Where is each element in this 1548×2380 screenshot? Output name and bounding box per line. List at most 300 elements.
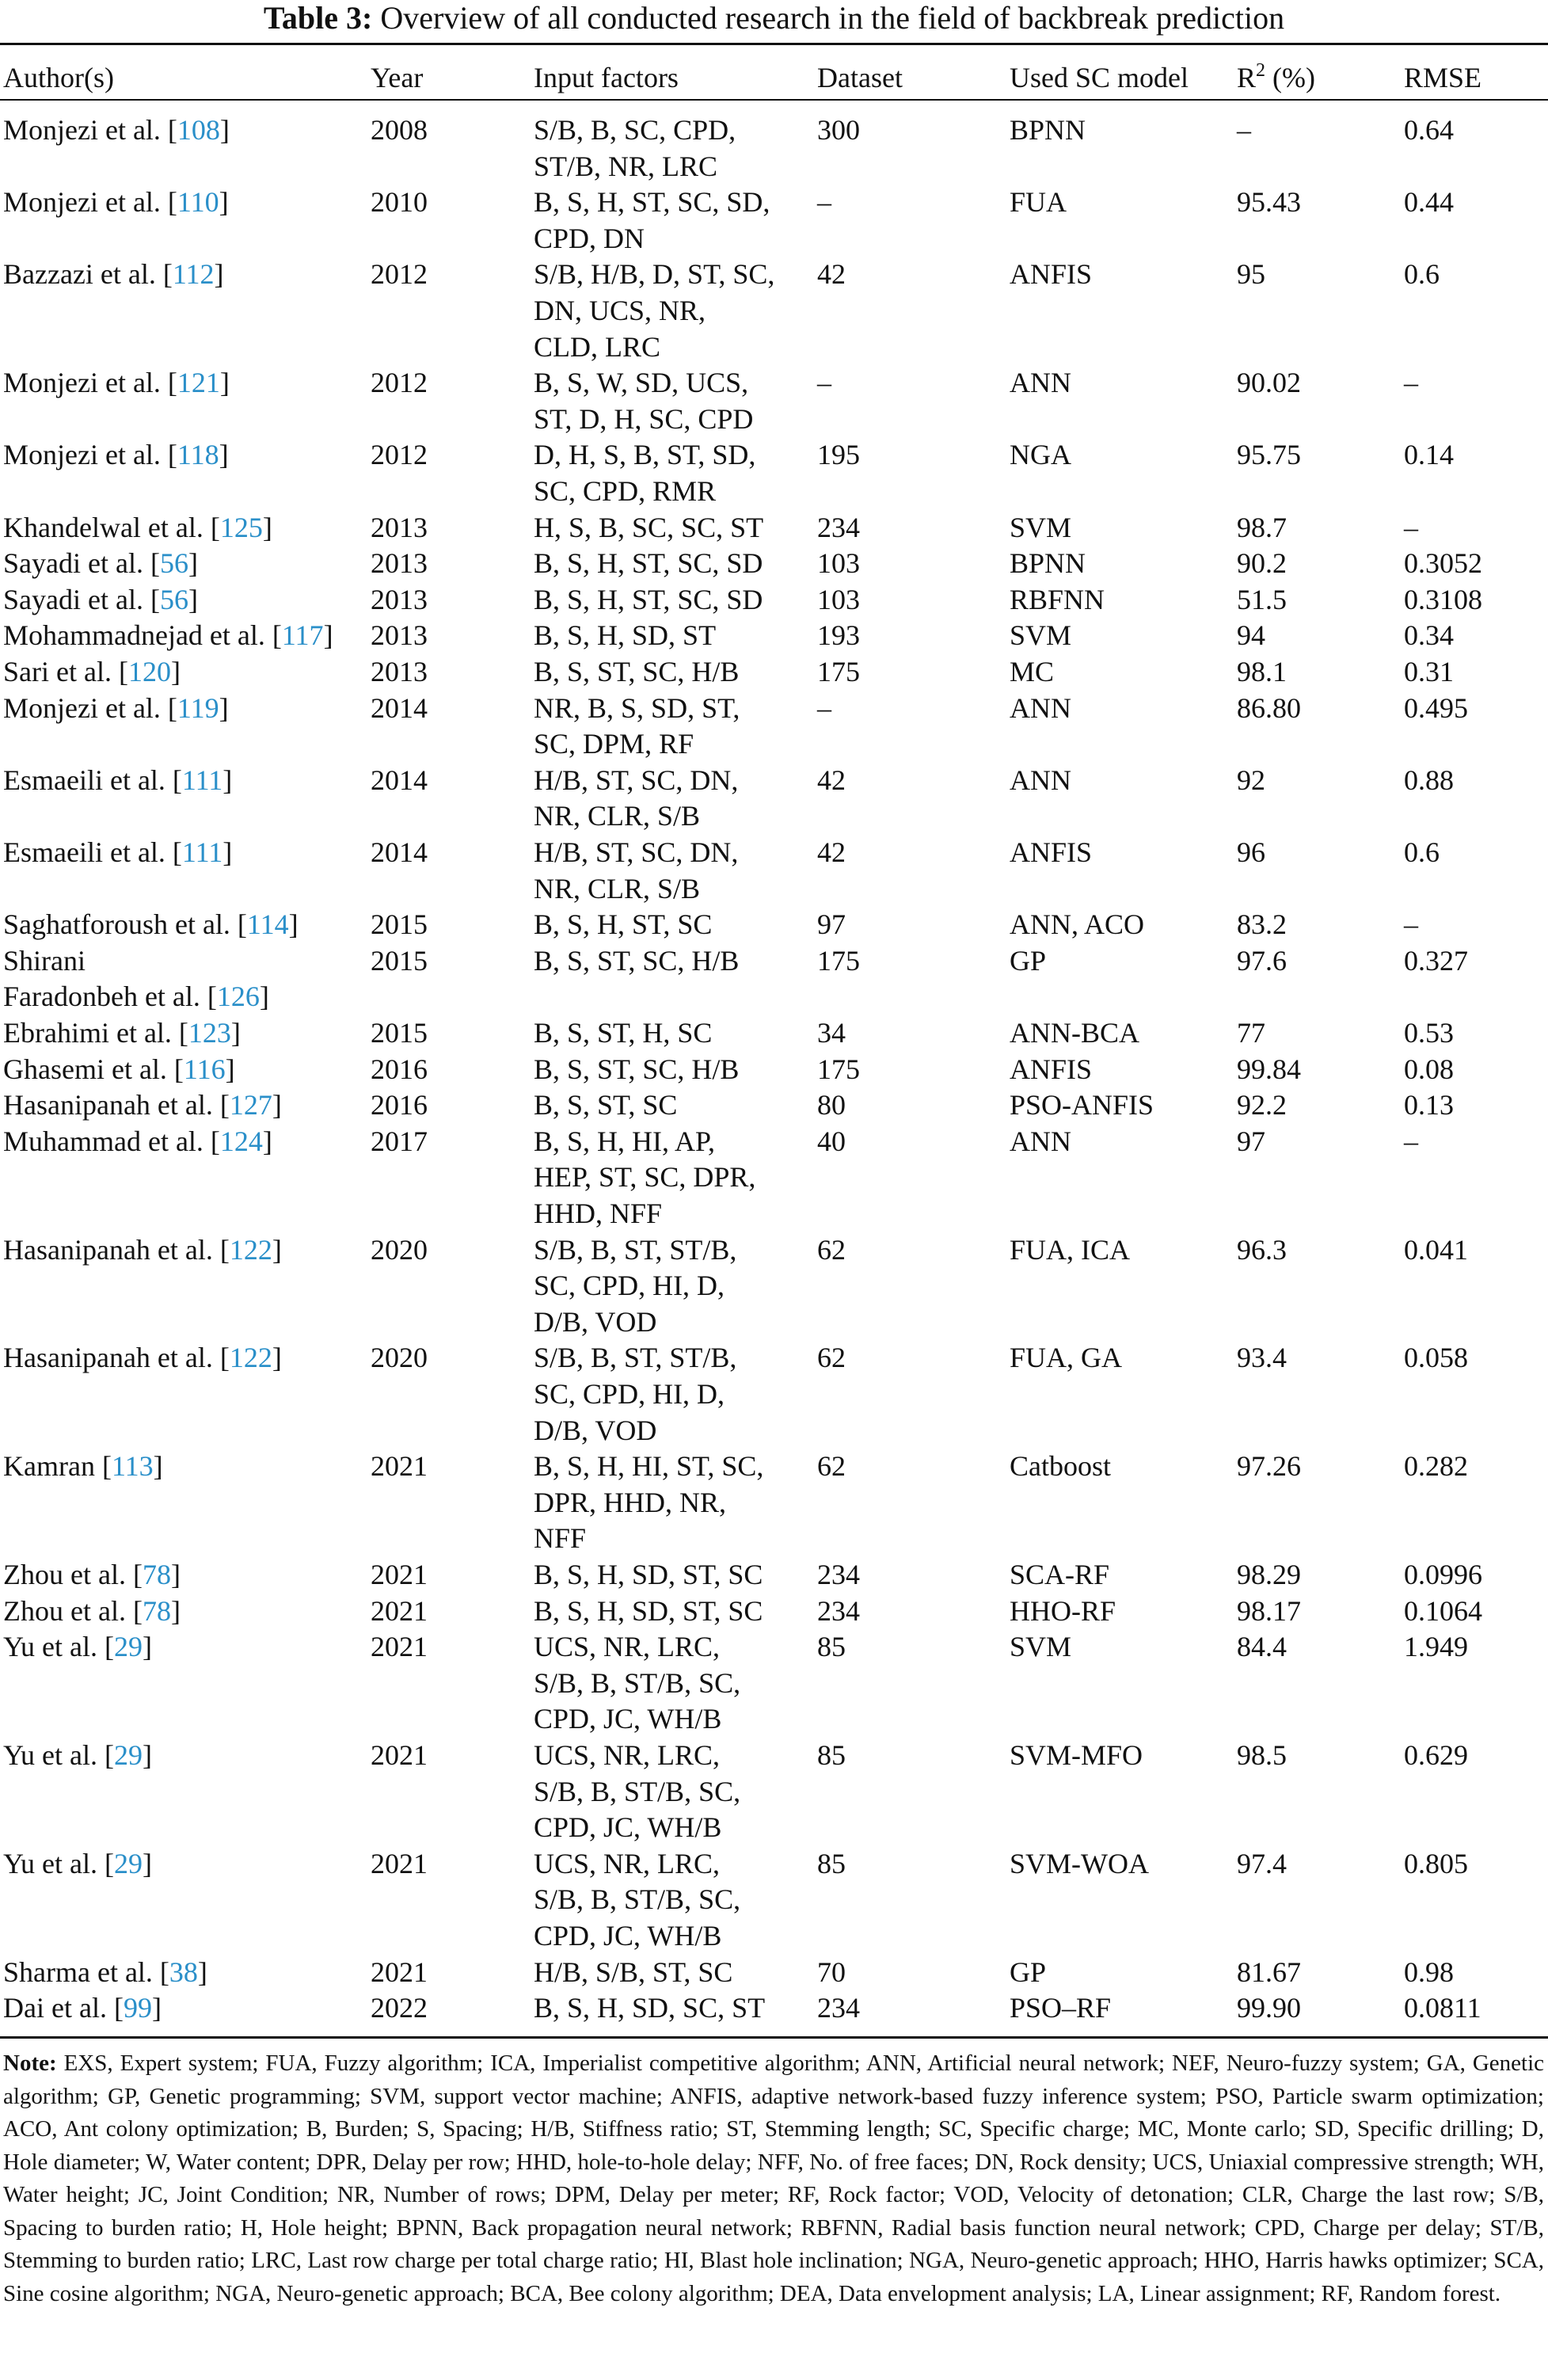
cell-rmse: – <box>1404 908 1418 941</box>
reference-link[interactable]: 121 <box>177 367 220 399</box>
cell-dataset: 175 <box>817 1053 860 1085</box>
cell-model: PSO-ANFIS <box>1010 1089 1154 1121</box>
input-factors-line: SC, DPM, RF <box>534 728 694 760</box>
input-factors-line: ST/B, NR, LRC <box>534 150 718 182</box>
cell-rmse: – <box>1404 367 1418 399</box>
cell-r2: 97.4 <box>1237 1847 1287 1879</box>
cell-r2: 77 <box>1237 1017 1265 1049</box>
cell-input-factors <box>534 1015 811 1052</box>
input-factors-line: S/B, H/B, D, ST, SC, <box>534 258 775 291</box>
cell-rmse: 0.0811 <box>1404 1992 1481 2024</box>
reference-link[interactable]: 99 <box>123 1992 152 2024</box>
author-bracket: ] <box>259 981 269 1013</box>
cell-dataset: 40 <box>817 1125 846 1157</box>
cell-dataset: 42 <box>817 836 846 868</box>
cell-author <box>3 1340 367 1377</box>
cell-author <box>3 112 367 149</box>
input-factors-line: D, H, S, B, ST, SD, <box>534 439 756 471</box>
input-factors-line: B, S, H, HI, AP, <box>534 1125 716 1157</box>
input-factors-line: SC, CPD, HI, D, <box>534 1270 725 1302</box>
cell-dataset: 175 <box>817 656 860 687</box>
cell-rmse: 0.14 <box>1404 439 1454 471</box>
reference-link[interactable]: 56 <box>159 547 188 580</box>
reference-link[interactable]: 108 <box>177 114 220 146</box>
cell-year: 2014 <box>371 691 428 724</box>
cell-model: ANFIS <box>1010 258 1093 291</box>
cell-rmse: 0.53 <box>1404 1017 1454 1049</box>
cell-input-factors <box>534 1846 811 1955</box>
cell-input-factors <box>534 1449 811 1557</box>
author-bracket: ] <box>272 1233 282 1266</box>
cell-author <box>3 835 367 871</box>
cell-r2: 83.2 <box>1237 908 1287 941</box>
reference-link[interactable]: 29 <box>113 1847 143 1879</box>
author-name: Shirani <box>3 944 86 977</box>
cell-year: 2015 <box>371 908 428 941</box>
cell-rmse: 0.058 <box>1404 1342 1468 1374</box>
cell-model: SVM <box>1010 1631 1072 1663</box>
cell-dataset: 175 <box>817 944 860 977</box>
cell-input-factors <box>534 763 811 835</box>
author-name: Monjezi et al. [ <box>3 367 177 399</box>
reference-link[interactable]: 56 <box>159 583 188 615</box>
cell-author <box>3 1594 367 1630</box>
cell-dataset: – <box>817 367 831 399</box>
input-factors-line: H/B, ST, SC, DN, <box>534 836 739 868</box>
input-factors-line: B, S, H, ST, SC <box>534 908 713 941</box>
cell-author <box>3 1124 367 1160</box>
cell-input-factors <box>534 257 811 365</box>
cell-model: ANN <box>1010 367 1071 399</box>
author-name-cont: Faradonbeh et al. [ <box>3 981 217 1013</box>
input-factors-line: B, S, H, HI, ST, SC, <box>534 1450 764 1483</box>
cell-rmse: 0.327 <box>1404 944 1468 977</box>
input-factors-line: S/B, B, ST, ST/B, <box>534 1342 737 1374</box>
input-factors-line: B, S, H, ST, SC, SD, <box>534 186 770 219</box>
input-factors-line: S/B, B, ST/B, SC, <box>534 1883 741 1916</box>
input-factors-line: B, S, W, SD, UCS, <box>534 367 749 399</box>
author-name: Yu et al. [ <box>3 1631 114 1663</box>
cell-r2: 97 <box>1237 1125 1265 1157</box>
reference-link[interactable]: 29 <box>113 1739 143 1771</box>
reference-link[interactable]: 78 <box>142 1594 171 1627</box>
cell-r2: 99.90 <box>1237 1992 1301 2024</box>
cell-input-factors <box>534 618 811 654</box>
cell-dataset: – <box>817 186 831 219</box>
header-r2-base: R <box>1237 62 1257 93</box>
cell-input-factors <box>534 1629 811 1738</box>
input-factors-line: S/B, B, ST/B, SC, <box>534 1775 741 1807</box>
author-name: Esmaeili et al. [ <box>3 764 182 796</box>
cell-author <box>3 763 367 799</box>
cell-year: 2021 <box>371 1847 428 1879</box>
author-bracket: ] <box>214 258 224 291</box>
cell-dataset: 97 <box>817 908 846 941</box>
cell-input-factors <box>534 1594 811 1630</box>
cell-input-factors <box>534 546 811 582</box>
cell-model: ANFIS <box>1010 1053 1093 1085</box>
cell-dataset: 62 <box>817 1233 846 1266</box>
cell-year: 2008 <box>371 114 428 146</box>
author-bracket: ] <box>323 619 333 652</box>
cell-author <box>3 1629 367 1666</box>
cell-model: ANFIS <box>1010 836 1093 868</box>
author-name: Esmaeili et al. [ <box>3 836 182 868</box>
cell-r2: 98.1 <box>1237 656 1287 687</box>
input-factors-line: HHD, NFF <box>534 1197 663 1229</box>
cell-r2: 95.43 <box>1237 186 1301 219</box>
header-used-sc-model: Used SC model <box>1010 62 1189 93</box>
input-factors-line: B, S, ST, SC, H/B <box>534 656 740 687</box>
cell-rmse: 0.88 <box>1404 764 1454 796</box>
cell-year: 2013 <box>371 656 428 687</box>
author-bracket: ] <box>142 1631 152 1663</box>
input-factors-line: B, S, H, SD, SC, ST <box>534 1992 766 2024</box>
cell-input-factors <box>534 1990 811 2027</box>
cell-author <box>3 1087 367 1124</box>
reference-link[interactable]: 124 <box>219 1125 263 1157</box>
input-factors-line: B, S, H, SD, ST <box>534 619 717 652</box>
cell-input-factors <box>534 907 811 943</box>
cell-dataset: 85 <box>817 1739 846 1771</box>
header-r2-unit: (%) <box>1265 62 1315 93</box>
input-factors-line: UCS, NR, LRC, <box>534 1739 721 1771</box>
cell-author <box>3 654 367 691</box>
cell-rmse: 0.041 <box>1404 1233 1468 1266</box>
author-bracket: ] <box>219 691 229 724</box>
reference-link[interactable]: 38 <box>169 1955 198 1988</box>
author-name: Yu et al. [ <box>3 1739 114 1771</box>
cell-author <box>3 1955 367 1991</box>
cell-r2: 86.80 <box>1237 691 1301 724</box>
cell-r2: 92 <box>1237 764 1265 796</box>
cell-r2: 98.7 <box>1237 511 1287 543</box>
author-name: Monjezi et al. [ <box>3 186 177 219</box>
input-factors-line: HEP, ST, SC, DPR, <box>534 1161 756 1194</box>
cell-model: ANN <box>1010 691 1071 724</box>
cell-author <box>3 437 367 474</box>
author-name: Yu et al. [ <box>3 1847 114 1879</box>
input-factors-line: ST, D, H, SC, CPD <box>534 402 754 435</box>
author-bracket: ] <box>170 1559 181 1590</box>
caption-label: Table 3: <box>263 0 373 36</box>
cell-r2: 98.29 <box>1237 1559 1301 1590</box>
cell-author <box>3 1232 367 1269</box>
cell-model: GP <box>1010 1955 1047 1988</box>
cell-rmse: 0.31 <box>1404 656 1454 687</box>
cell-r2: – <box>1237 114 1251 146</box>
cell-year: 2013 <box>371 619 428 652</box>
author-bracket: ] <box>288 908 299 941</box>
cell-rmse: 0.495 <box>1404 691 1468 724</box>
cell-year: 2021 <box>371 1594 428 1627</box>
table-header-rule <box>0 99 1548 101</box>
input-factors-line: B, S, H, ST, SC, SD <box>534 583 763 615</box>
author-bracket: ] <box>188 583 198 615</box>
cell-author <box>3 185 367 221</box>
author-bracket: ] <box>219 439 229 471</box>
reference-link[interactable]: 111 <box>181 836 223 868</box>
reference-link[interactable]: 122 <box>229 1233 272 1266</box>
cell-dataset: 42 <box>817 258 846 291</box>
note-text: EXS, Expert system; FUA, Fuzzy algorithm; ICA, Imperialist competitive algorithm; ANN, Artificial neural network; NEF, Neuro-fuzzy system; GA, Genetic algorithm; GP, Genetic programming; SVM, support vector machine; ANFIS, adaptive network-based fuzzy inference system; PSO, Particle swarm optimization; ACO, Ant colony optimization; B, Burden; S, Spacing; H/B, Stiffness ratio; ST, Stemming length; SC, Specific charge; MC, Monte carlo; SD, Specific drilling; D, Hole diameter; W, Water content; DPR, Delay per row; HHD, hole-to-hole delay; NFF, No. of free faces; DN, Rock density; UCS, Uniaxial compressive strength; WH, Water height; JC, Joint Condition; NR, Number of rows; DPM, Delay per meter; RF, Rock factor; VOD, Velocity of detonation; CLR, Charge the last row; S/B, Spacing to burden ratio; H, Hole height; BPNN, Back propagation neural network; RBFNN, Radial basis function neural network; CPD, Charge per delay; ST/B, Stemming to burden ratio; LRC, Last row charge per total charge ratio; HI, Blast hole inclination; NGA, Neuro-genetic approach; HHO, Harris hawks optimizer; SCA, Sine cosine algorithm; NGA, Neuro-genetic approach; BCA, Bee colony algorithm; DEA, Data envelopment analysis; LA, Linear assignment; RF, Random forest. <box>3 2051 1545 2306</box>
cell-dataset: 70 <box>817 1955 846 1988</box>
cell-year: 2020 <box>371 1233 428 1266</box>
input-factors-line: S/B, B, SC, CPD, <box>534 114 736 146</box>
input-factors-line: H/B, S/B, ST, SC <box>534 1955 733 1988</box>
cell-r2: 98.5 <box>1237 1739 1287 1771</box>
input-factors-line: H, S, B, SC, SC, ST <box>534 511 764 543</box>
cell-r2: 90.2 <box>1237 547 1287 580</box>
input-factors-line: NR, CLR, S/B <box>534 800 701 832</box>
cell-r2: 93.4 <box>1237 1342 1287 1374</box>
cell-year: 2012 <box>371 439 428 471</box>
header-input-factors: Input factors <box>534 62 679 93</box>
reference-link[interactable]: 113 <box>111 1450 154 1483</box>
table-header-row <box>0 45 1548 99</box>
author-name: Kamran [ <box>3 1450 112 1483</box>
cell-input-factors <box>534 1052 811 1088</box>
cell-r2: 84.4 <box>1237 1631 1287 1663</box>
reference-link[interactable]: 116 <box>183 1053 226 1085</box>
cell-author <box>3 1990 367 2027</box>
cell-rmse: 0.6 <box>1404 836 1440 868</box>
cell-r2: 96 <box>1237 836 1265 868</box>
author-bracket: ] <box>262 511 272 543</box>
input-factors-line: CLD, LRC <box>534 330 661 363</box>
input-factors-line: NR, B, S, SD, ST, <box>534 691 740 724</box>
cell-r2: 98.17 <box>1237 1594 1301 1627</box>
cell-author <box>3 907 367 943</box>
reference-link[interactable]: 114 <box>246 908 289 941</box>
author-name: Saghatforoush et al. [ <box>3 908 247 941</box>
author-bracket: ] <box>230 1017 241 1049</box>
author-name: Hasanipanah et al. [ <box>3 1342 230 1374</box>
author-bracket: ] <box>262 1125 272 1157</box>
author-name: Zhou et al. [ <box>3 1559 143 1590</box>
cell-rmse: 0.1064 <box>1404 1594 1482 1627</box>
cell-author <box>3 1015 367 1052</box>
cell-model: SVM <box>1010 511 1072 543</box>
cell-model: HHO-RF <box>1010 1594 1116 1627</box>
cell-rmse: 0.08 <box>1404 1053 1454 1085</box>
cell-author <box>3 1846 367 1883</box>
reference-link[interactable]: 118 <box>177 439 219 471</box>
cell-rmse: 0.3052 <box>1404 547 1482 580</box>
input-factors-line: B, S, ST, SC <box>534 1089 678 1121</box>
input-factors-line: SC, CPD, RMR <box>534 474 717 507</box>
input-factors-line: D/B, VOD <box>534 1305 657 1338</box>
cell-model: SVM <box>1010 619 1072 652</box>
author-bracket: ] <box>219 186 229 219</box>
reference-link[interactable]: 123 <box>188 1017 231 1049</box>
input-factors-line: S/B, B, ST/B, SC, <box>534 1666 741 1699</box>
cell-dataset: 62 <box>817 1342 846 1374</box>
input-factors-line: B, S, ST, SC, H/B <box>534 944 740 977</box>
cell-year: 2013 <box>371 511 428 543</box>
input-factors-line: UCS, NR, LRC, <box>534 1631 721 1663</box>
cell-model: BPNN <box>1010 114 1086 146</box>
cell-r2: 95.75 <box>1237 439 1301 471</box>
cell-year: 2013 <box>371 547 428 580</box>
cell-author <box>3 943 367 1015</box>
table-caption <box>0 0 1548 38</box>
author-bracket: ] <box>225 1053 235 1085</box>
reference-link[interactable]: 110 <box>177 186 219 219</box>
cell-year: 2012 <box>371 367 428 399</box>
cell-input-factors <box>534 1087 811 1124</box>
cell-year: 2015 <box>371 944 428 977</box>
cell-year: 2015 <box>371 1017 428 1049</box>
input-factors-line: CPD, DN <box>534 222 645 254</box>
author-name: Monjezi et al. [ <box>3 691 177 724</box>
input-factors-line: B, S, ST, SC, H/B <box>534 1053 740 1085</box>
author-bracket: ] <box>223 836 233 868</box>
input-factors-line: B, S, H, SD, ST, SC <box>534 1594 763 1627</box>
cell-input-factors <box>534 1124 811 1232</box>
cell-author <box>3 691 367 727</box>
author-name: Sayadi et al. [ <box>3 547 160 580</box>
cell-model: FUA, GA <box>1010 1342 1123 1374</box>
cell-r2: 94 <box>1237 619 1265 652</box>
cell-input-factors <box>534 582 811 619</box>
author-name: Monjezi et al. [ <box>3 114 177 146</box>
table-note <box>3 2047 1544 2310</box>
author-name: Ebrahimi et al. [ <box>3 1017 188 1049</box>
cell-rmse: 0.0996 <box>1404 1559 1482 1590</box>
author-bracket: ] <box>219 114 230 146</box>
cell-year: 2016 <box>371 1089 428 1121</box>
author-bracket: ] <box>153 1450 163 1483</box>
cell-model: ANN <box>1010 764 1071 796</box>
cell-input-factors <box>534 365 811 437</box>
reference-link[interactable]: 111 <box>181 764 223 796</box>
cell-year: 2021 <box>371 1739 428 1771</box>
cell-dataset: 80 <box>817 1089 846 1121</box>
cell-input-factors <box>534 437 811 509</box>
cell-input-factors <box>534 185 811 257</box>
cell-author <box>3 546 367 582</box>
author-bracket: ] <box>197 1955 207 1988</box>
cell-model: MC <box>1010 656 1055 687</box>
cell-model: SVM-MFO <box>1010 1739 1143 1771</box>
cell-rmse: 0.6 <box>1404 258 1440 291</box>
cell-author <box>3 1738 367 1774</box>
cell-year: 2010 <box>371 186 428 219</box>
reference-link[interactable]: 112 <box>172 258 215 291</box>
cell-model: FUA <box>1010 186 1067 219</box>
cell-rmse: 0.629 <box>1404 1739 1468 1771</box>
author-bracket: ] <box>272 1089 282 1121</box>
cell-author <box>3 1449 367 1485</box>
author-name: Zhou et al. [ <box>3 1594 143 1627</box>
reference-link[interactable]: 78 <box>142 1559 171 1590</box>
cell-year: 2022 <box>371 1992 428 2024</box>
cell-model: FUA, ICA <box>1010 1233 1131 1266</box>
cell-dataset: 62 <box>817 1450 846 1483</box>
cell-year: 2020 <box>371 1342 428 1374</box>
input-factors-line: B, S, ST, H, SC <box>534 1017 713 1049</box>
cell-author <box>3 582 367 619</box>
reference-link[interactable]: 120 <box>127 656 171 687</box>
cell-dataset: 234 <box>817 1559 860 1590</box>
author-name: Dai et al. [ <box>3 1992 124 2024</box>
cell-rmse: 0.805 <box>1404 1847 1468 1879</box>
input-factors-line: H/B, ST, SC, DN, <box>534 764 739 796</box>
cell-dataset: 300 <box>817 114 860 146</box>
cell-r2: 51.5 <box>1237 583 1287 615</box>
cell-rmse: 0.282 <box>1404 1450 1468 1483</box>
author-name: Monjezi et al. [ <box>3 439 177 471</box>
author-name: Bazzazi et al. [ <box>3 258 173 291</box>
reference-link[interactable]: 117 <box>281 619 324 652</box>
cell-input-factors <box>534 943 811 980</box>
header-r2-sup: 2 <box>1256 60 1266 81</box>
cell-author <box>3 618 367 654</box>
reference-link[interactable]: 119 <box>177 691 219 724</box>
cell-dataset: 234 <box>817 1594 860 1627</box>
cell-author <box>3 1557 367 1594</box>
author-bracket: ] <box>142 1847 152 1879</box>
input-factors-line: CPD, JC, WH/B <box>534 1811 722 1844</box>
author-name: Khandelwal et al. [ <box>3 511 220 543</box>
author-name: Sari et al. [ <box>3 656 128 687</box>
reference-link[interactable]: 125 <box>219 511 263 543</box>
author-bracket: ] <box>170 1594 181 1627</box>
cell-rmse: 0.64 <box>1404 114 1454 146</box>
header-dataset: Dataset <box>817 62 903 93</box>
cell-author <box>3 257 367 293</box>
cell-r2: 99.84 <box>1237 1053 1301 1085</box>
cell-author <box>3 1052 367 1088</box>
cell-dataset: 234 <box>817 1992 860 2024</box>
reference-link[interactable]: 122 <box>229 1342 272 1374</box>
cell-input-factors <box>534 1340 811 1449</box>
input-factors-line: S/B, B, ST, ST/B, <box>534 1233 737 1266</box>
reference-link[interactable]: 29 <box>113 1631 143 1663</box>
cell-dataset: 85 <box>817 1631 846 1663</box>
cell-r2: 81.67 <box>1237 1955 1301 1988</box>
input-factors-line: D/B, VOD <box>534 1414 657 1446</box>
cell-model: ANN-BCA <box>1010 1017 1140 1049</box>
author-name: Sharma et al. [ <box>3 1955 169 1988</box>
input-factors-line: NFF <box>534 1522 587 1555</box>
author-bracket: ] <box>170 656 181 687</box>
input-factors-line: UCS, NR, LRC, <box>534 1847 721 1879</box>
author-bracket: ] <box>223 764 233 796</box>
author-name: Muhammad et al. [ <box>3 1125 220 1157</box>
reference-link[interactable]: 126 <box>216 981 260 1013</box>
table-bottom-rule <box>0 2036 1548 2039</box>
author-name: Ghasemi et al. [ <box>3 1053 184 1085</box>
cell-r2: 90.02 <box>1237 367 1301 399</box>
cell-year: 2016 <box>371 1053 428 1085</box>
cell-year: 2014 <box>371 764 428 796</box>
cell-year: 2021 <box>371 1955 428 1988</box>
cell-model: ANN <box>1010 1125 1071 1157</box>
cell-dataset: 34 <box>817 1017 846 1049</box>
author-bracket: ] <box>142 1739 152 1771</box>
cell-year: 2013 <box>371 583 428 615</box>
author-bracket: ] <box>151 1992 162 2024</box>
input-factors-line: DPR, HHD, NR, <box>534 1486 727 1518</box>
input-factors-line: DN, UCS, NR, <box>534 294 706 326</box>
cell-rmse: 0.13 <box>1404 1089 1454 1121</box>
cell-r2: 92.2 <box>1237 1089 1287 1121</box>
reference-link[interactable]: 127 <box>229 1089 272 1121</box>
input-factors-line: B, S, H, SD, ST, SC <box>534 1559 763 1590</box>
header-rmse: RMSE <box>1404 62 1482 93</box>
